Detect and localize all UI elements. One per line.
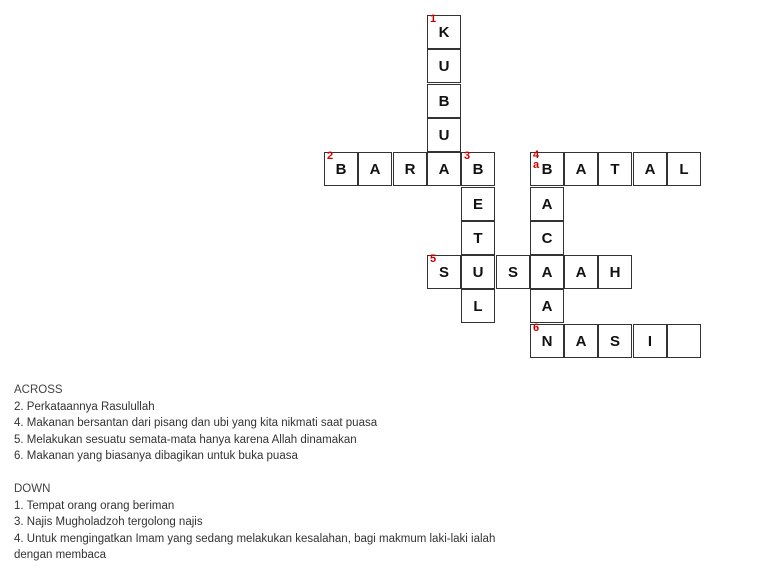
- down-clue-4: 4. Untuk mengingatkan Imam yang sedang melakukan kesalahan, bagi makmum laki-laki ialah dengan membaca: [14, 532, 496, 561]
- crossword-cell[interactable]: [461, 221, 495, 255]
- clue-number: 2: [327, 150, 334, 162]
- cell-letter: B: [438, 92, 450, 110]
- across-heading: ACROSS: [14, 384, 63, 396]
- crossword-cell[interactable]: [427, 255, 461, 289]
- crossword-cell[interactable]: [427, 49, 461, 83]
- crossword-cell[interactable]: [598, 324, 632, 358]
- crossword-cell[interactable]: [564, 324, 598, 358]
- cell-letter: A: [644, 160, 656, 178]
- clue-number: 6: [533, 322, 540, 334]
- crossword-cell[interactable]: [461, 255, 495, 289]
- cell-letter: S: [609, 332, 620, 350]
- cell-letter: [668, 325, 700, 357]
- across-clue-6: 6. Makanan yang biasanya dibagikan untuk buka puasa: [14, 450, 298, 462]
- cell-letter: T: [473, 229, 483, 247]
- crossword-cell[interactable]: [358, 152, 392, 186]
- across-clue-4: 4. Makanan bersantan dari pisang dan ubi yang kita nikmati saat puasa: [14, 417, 378, 429]
- crossword-cell[interactable]: [564, 255, 598, 289]
- crossword-cell[interactable]: [598, 255, 632, 289]
- cell-letter: H: [609, 263, 621, 281]
- cell-letter: U: [438, 126, 450, 144]
- cell-letter: B: [541, 160, 553, 178]
- down-heading: DOWN: [14, 483, 51, 495]
- cell-letter: A: [541, 195, 553, 213]
- cell-letter: S: [507, 263, 518, 281]
- cell-letter: A: [369, 160, 381, 178]
- crossword-cell[interactable]: [530, 221, 564, 255]
- crossword-cell[interactable]: [530, 324, 564, 358]
- cell-letter: R: [404, 160, 416, 178]
- cell-letter: A: [575, 263, 587, 281]
- crossword-cell[interactable]: [633, 324, 667, 358]
- cell-letter: A: [541, 263, 553, 281]
- crossword-cell[interactable]: [667, 152, 701, 186]
- down-clues: [14, 481, 534, 564]
- cell-letter: A: [438, 160, 450, 178]
- crossword-cell[interactable]: [667, 324, 701, 358]
- crossword-cell[interactable]: [427, 84, 461, 118]
- cell-letter: T: [610, 160, 620, 178]
- crossword-cell[interactable]: [530, 187, 564, 221]
- cell-letter: K: [438, 23, 450, 41]
- crossword-cell[interactable]: [633, 152, 667, 186]
- crossword-cell[interactable]: [461, 152, 495, 186]
- across-clue-2: 2. Perkataannya Rasulullah: [14, 400, 155, 413]
- cell-letter: A: [575, 332, 587, 350]
- cell-letter: B: [335, 160, 347, 178]
- clue-number: 5: [430, 253, 437, 265]
- crossword-cell[interactable]: [324, 152, 358, 186]
- crossword-cell[interactable]: [530, 149, 564, 186]
- cell-letter: E: [472, 195, 483, 213]
- cell-letter: N: [541, 332, 553, 350]
- across-clues: [14, 382, 377, 465]
- clue-number: 3: [464, 150, 471, 162]
- crossword-cell[interactable]: [530, 255, 564, 289]
- crossword-cell[interactable]: [393, 152, 427, 186]
- down-clue-3: 3. Najis Mugholadzoh tergolong najis: [14, 516, 203, 528]
- crossword-cell[interactable]: [427, 152, 461, 186]
- cell-letter: A: [541, 297, 553, 315]
- crossword-cell[interactable]: [427, 118, 461, 152]
- cell-letter: U: [472, 263, 484, 281]
- crossword-cell[interactable]: [530, 289, 564, 323]
- cell-letter: U: [438, 57, 450, 75]
- crossword-cell[interactable]: [598, 152, 632, 186]
- cell-letter: A: [575, 160, 587, 178]
- crossword-cell[interactable]: [461, 289, 495, 323]
- across-clue-5: 5. Melakukan sesuatu semata-mata hanya karena Allah dinamakan: [14, 433, 357, 446]
- clue-number: 1: [430, 13, 437, 25]
- cell-letter: L: [473, 297, 483, 315]
- cell-letter: C: [541, 229, 553, 247]
- crossword-cell[interactable]: [564, 152, 598, 186]
- crossword-cell[interactable]: [427, 15, 461, 49]
- cell-letter: I: [647, 332, 653, 350]
- down-clue-1: 1. Tempat orang orang beriman: [14, 499, 175, 512]
- cell-letter: S: [438, 263, 449, 281]
- cell-letter: L: [679, 160, 689, 178]
- crossword-cell[interactable]: [461, 187, 495, 221]
- clue-number: 4a: [533, 149, 540, 171]
- cell-letter: B: [472, 160, 484, 178]
- crossword-cell[interactable]: [496, 255, 530, 289]
